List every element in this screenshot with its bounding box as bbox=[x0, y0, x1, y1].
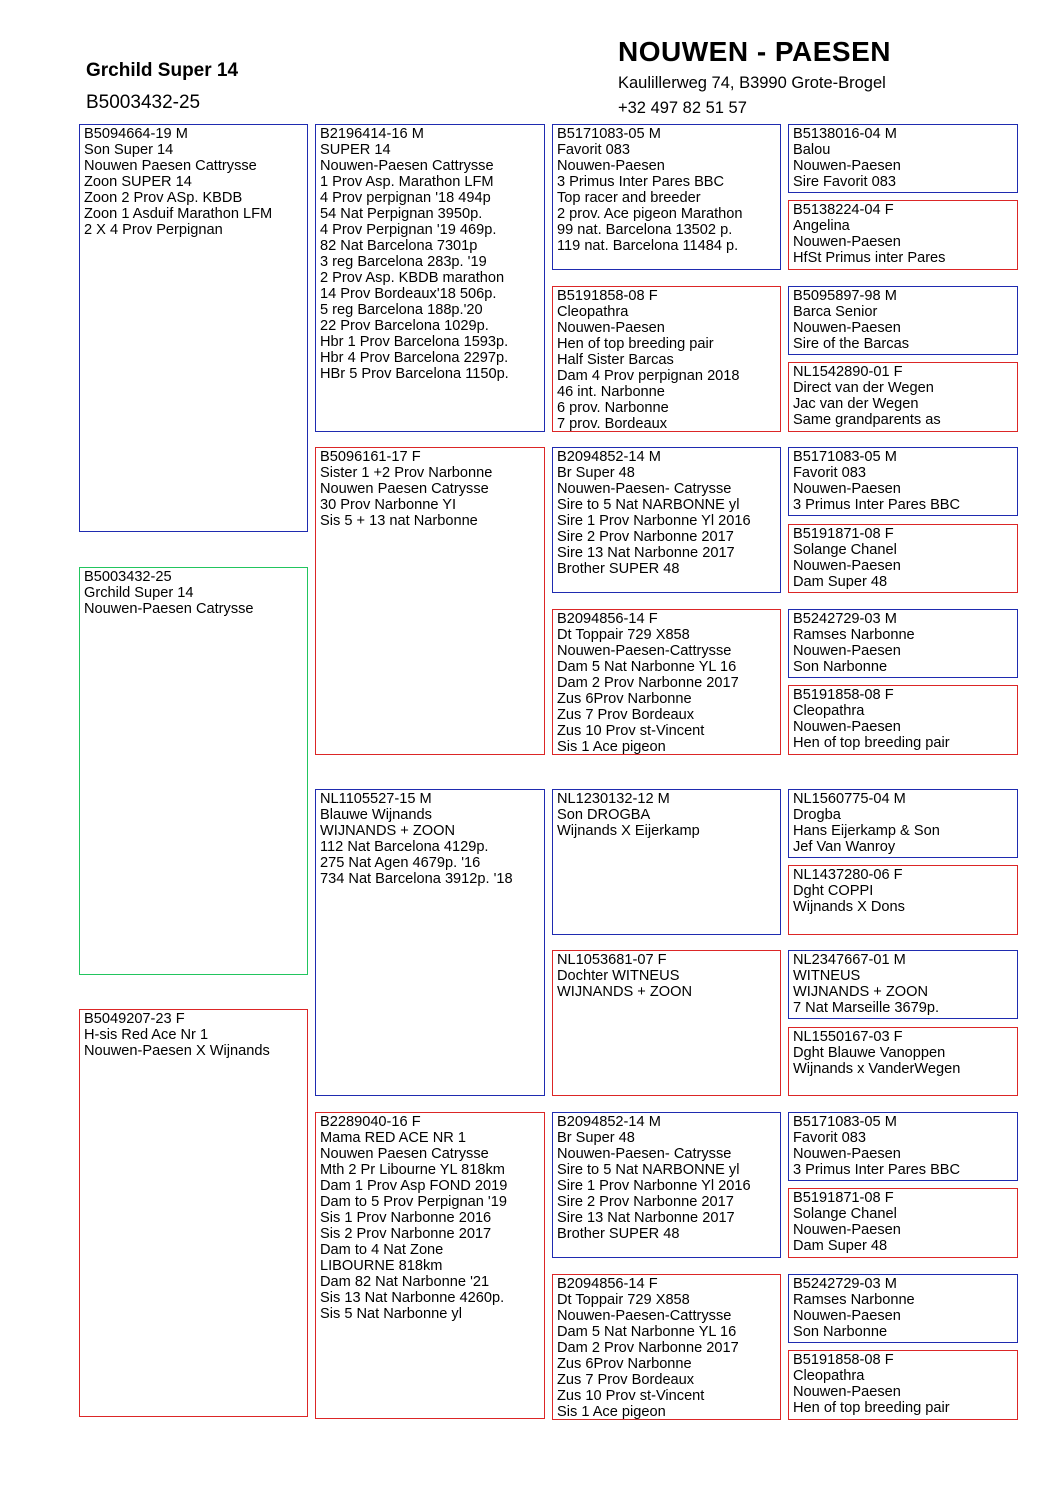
pedigree-line: 4 Prov perpignan '18 494p bbox=[320, 190, 491, 206]
pedigree-line: Nouwen-Paesen bbox=[793, 643, 901, 659]
pedigree-line: Nouwen-Paesen bbox=[557, 158, 665, 174]
pedigree-line: Sire 2 Prov Narbonne 2017 bbox=[557, 529, 734, 545]
pedigree-line: Nouwen-Paesen X Wijnands bbox=[84, 1043, 270, 1059]
pedigree-line: Dght Blauwe Vanoppen bbox=[793, 1045, 946, 1061]
pedigree-line: Nouwen-Paesen bbox=[793, 158, 901, 174]
ring-number: B5094664-19 M bbox=[84, 126, 188, 142]
pedigree-line: Zus 7 Prov Bordeaux bbox=[557, 707, 695, 723]
pedigree-line: 14 Prov Bordeaux'18 506p. bbox=[320, 286, 497, 302]
pedigree-line: 275 Nat Agen 4679p. '16 bbox=[320, 855, 481, 871]
pedigree-line: Dam 5 Nat Narbonne YL 16 bbox=[557, 659, 737, 675]
pedigree-line: Dam 82 Nat Narbonne '21 bbox=[320, 1274, 490, 1290]
pedigree-box-gen4-3 bbox=[788, 286, 1018, 355]
ring-number: B5191871-08 F bbox=[793, 526, 894, 542]
pedigree-line: Cleopathra bbox=[793, 1368, 865, 1384]
pedigree-line: Dght COPPI bbox=[793, 883, 874, 899]
pedigree-line: 2 prov. Ace pigeon Marathon bbox=[557, 206, 743, 222]
pedigree-line: Sis 1 Prov Narbonne 2016 bbox=[320, 1210, 492, 1226]
pedigree-line: Sis 2 Prov Narbonne 2017 bbox=[320, 1226, 492, 1242]
pedigree-line: Nouwen-Paesen bbox=[793, 1146, 901, 1162]
pedigree-line: 22 Prov Barcelona 1029p. bbox=[320, 318, 489, 334]
pedigree-line: Zus 10 Prov st-Vincent bbox=[557, 1388, 705, 1404]
pedigree-line: Brother SUPER 48 bbox=[557, 561, 680, 577]
pedigree-box-gen4-7 bbox=[788, 609, 1018, 678]
pedigree-line: Barca Senior bbox=[793, 304, 878, 320]
pedigree-line: Grchild Super 14 bbox=[84, 585, 194, 601]
pedigree-box-gen4-8 bbox=[788, 685, 1018, 755]
pedigree-line: Son Narbonne bbox=[793, 1324, 888, 1340]
pedigree-line: Sis 13 Nat Narbonne 4260p. bbox=[320, 1290, 505, 1306]
ring-number: B5138224-04 F bbox=[793, 202, 894, 218]
pedigree-line: Dt Toppair 729 X858 bbox=[557, 1292, 690, 1308]
pedigree-line: SUPER 14 bbox=[320, 142, 391, 158]
pedigree-line: 1 Prov Asp. Marathon LFM bbox=[320, 174, 494, 190]
ring-number: B5191858-08 F bbox=[557, 288, 658, 304]
pedigree-line: Sire 1 Prov Narbonne Yl 2016 bbox=[557, 1178, 751, 1194]
ring-number: B5095897-98 M bbox=[793, 288, 897, 304]
pedigree-line: 3 Primus Inter Pares BBC bbox=[793, 1162, 961, 1178]
pedigree-line: Dam 2 Prov Narbonne 2017 bbox=[557, 675, 739, 691]
pedigree-box-gen3-7 bbox=[552, 1112, 781, 1258]
pedigree-line: Solange Chanel bbox=[793, 1206, 897, 1222]
pedigree-box-gen4-13 bbox=[788, 1112, 1018, 1181]
pedigree-box-gen4-14 bbox=[788, 1188, 1018, 1258]
pedigree-line: 5 reg Barcelona 188p.'20 bbox=[320, 302, 483, 318]
pedigree-box-gen4-9 bbox=[788, 789, 1018, 858]
pedigree-line: Zoon 1 Asduif Marathon LFM bbox=[84, 206, 273, 222]
pedigree-line: HfSt Primus inter Pares bbox=[793, 250, 946, 266]
pedigree-line: 6 prov. Narbonne bbox=[557, 400, 669, 416]
pedigree-line: Ramses Narbonne bbox=[793, 1292, 915, 1308]
pedigree-line: Favorit 083 bbox=[793, 465, 867, 481]
ring-number: NL1550167-03 F bbox=[793, 1029, 903, 1045]
pedigree-box-dam bbox=[79, 1009, 308, 1417]
pedigree-line: Brother SUPER 48 bbox=[557, 1226, 680, 1242]
pedigree-line: Sire to 5 Nat NARBONNE yl bbox=[557, 497, 740, 513]
pigeon-name: Grchild Super 14 bbox=[86, 60, 239, 81]
ring-number: B2094856-14 F bbox=[557, 611, 658, 627]
pedigree-box-dam-sire bbox=[315, 789, 545, 1096]
ring-number: NL1105527-15 M bbox=[320, 791, 432, 807]
pedigree-line: Br Super 48 bbox=[557, 465, 635, 481]
pedigree-line: Sire 2 Prov Narbonne 2017 bbox=[557, 1194, 734, 1210]
pedigree-line: Nouwen-Paesen bbox=[793, 481, 901, 497]
pedigree-box-sire-dam bbox=[315, 447, 545, 755]
breeder-name: NOUWEN - PAESEN bbox=[618, 36, 891, 67]
pedigree-line: Nouwen Paesen Cattrysse bbox=[84, 158, 257, 174]
pedigree-line: Dam Super 48 bbox=[793, 1238, 888, 1254]
pedigree-line: Son Super 14 bbox=[84, 142, 174, 158]
ring-number: NL1542890-01 F bbox=[793, 364, 903, 380]
pedigree-line: LIBOURNE 818km bbox=[320, 1258, 443, 1274]
pedigree-line: Sire 1 Prov Narbonne Yl 2016 bbox=[557, 513, 751, 529]
ring-number: B5191871-08 F bbox=[793, 1190, 894, 1206]
ring-number: B5171083-05 M bbox=[793, 449, 897, 465]
pedigree-line: Sire 13 Nat Narbonne 2017 bbox=[557, 545, 735, 561]
pedigree-line: Hen of top breeding pair bbox=[793, 735, 950, 751]
pedigree-line: Dochter WITNEUS bbox=[557, 968, 680, 984]
ring-number: B5242729-03 M bbox=[793, 611, 897, 627]
pedigree-line: Blauwe Wijnands bbox=[320, 807, 432, 823]
pedigree-line: Nouwen-Paesen bbox=[793, 234, 901, 250]
ring-number: B5171083-05 M bbox=[557, 126, 661, 142]
ring-number: NL2347667-01 M bbox=[793, 952, 906, 968]
pedigree-line: Wijnands X Eijerkamp bbox=[557, 823, 700, 839]
pedigree-line: Balou bbox=[793, 142, 831, 158]
pedigree-box-dam-dam bbox=[315, 1112, 545, 1419]
ring-number: B2094856-14 F bbox=[557, 1276, 658, 1292]
pedigree-box-gen3-8 bbox=[552, 1274, 781, 1420]
pedigree-box-gen3-4 bbox=[552, 609, 781, 755]
pedigree-line: 3 Primus Inter Pares BBC bbox=[557, 174, 725, 190]
pedigree-line: Sire Favorit 083 bbox=[793, 174, 897, 190]
pedigree-line: Solange Chanel bbox=[793, 542, 897, 558]
ring-number: B5003432-25 bbox=[84, 569, 172, 585]
pedigree-box-sire bbox=[79, 124, 308, 532]
pedigree-line: Zus 6Prov Narbonne bbox=[557, 1356, 692, 1372]
pedigree-box-gen3-6 bbox=[552, 950, 781, 1096]
pedigree-line: 4 Prov Perpignan '19 469p. bbox=[320, 222, 497, 238]
pedigree-box-gen4-1 bbox=[788, 124, 1018, 193]
pedigree-line: Zus 7 Prov Bordeaux bbox=[557, 1372, 695, 1388]
breeder-phone: +32 497 82 51 57 bbox=[618, 99, 747, 117]
pedigree-line: WITNEUS bbox=[793, 968, 861, 984]
pedigree-line: Nouwen-Paesen bbox=[557, 320, 665, 336]
pedigree-line: Dam 4 Prov perpignan 2018 bbox=[557, 368, 740, 384]
ring-number: B5096161-17 F bbox=[320, 449, 421, 465]
pedigree-box-gen4-16 bbox=[788, 1350, 1018, 1420]
pedigree-line: Sis 1 Ace pigeon bbox=[557, 739, 666, 755]
pedigree-line: Nouwen-Paesen bbox=[793, 719, 901, 735]
breeder-address: Kaulillerweg 74, B3990 Grote-Brogel bbox=[618, 74, 886, 92]
pedigree-line: Favorit 083 bbox=[557, 142, 631, 158]
pedigree-line: Zoon SUPER 14 bbox=[84, 174, 192, 190]
pedigree-box-gen3-1 bbox=[552, 124, 781, 270]
pedigree-line: Hbr 4 Prov Barcelona 2297p. bbox=[320, 350, 509, 366]
pedigree-line: 7 prov. Bordeaux bbox=[557, 416, 668, 432]
pedigree-box-gen4-10 bbox=[788, 865, 1018, 935]
pedigree-line: 2 Prov Asp. KBDB marathon bbox=[320, 270, 505, 286]
pedigree-line: 46 int. Narbonne bbox=[557, 384, 665, 400]
pedigree-line: Son DROGBA bbox=[557, 807, 651, 823]
ring-number: B5049207-23 F bbox=[84, 1011, 185, 1027]
pedigree-line: 2 X 4 Prov Perpignan bbox=[84, 222, 223, 238]
pedigree-line: Wijnands x VanderWegen bbox=[793, 1061, 961, 1077]
pedigree-line: Sis 1 Ace pigeon bbox=[557, 1404, 666, 1420]
pedigree-box-gen4-4 bbox=[788, 362, 1018, 432]
pedigree-line: Favorit 083 bbox=[793, 1130, 867, 1146]
pigeon-ring-number: B5003432-25 bbox=[86, 92, 201, 113]
pedigree-line: Same grandparents as bbox=[793, 412, 941, 428]
pedigree-line: Dam to 4 Nat Zone bbox=[320, 1242, 444, 1258]
pedigree-line: WIJNANDS + ZOON bbox=[320, 823, 455, 839]
pedigree-line: Nouwen Paesen Catrysse bbox=[320, 1146, 489, 1162]
pedigree-line: Ramses Narbonne bbox=[793, 627, 915, 643]
pedigree-line: Nouwen-Paesen- Catrysse bbox=[557, 1146, 732, 1162]
pedigree-line: H-sis Red Ace Nr 1 bbox=[84, 1027, 209, 1043]
pedigree-line: Mth 2 Pr Libourne YL 818km bbox=[320, 1162, 505, 1178]
pedigree-line: Dam 5 Nat Narbonne YL 16 bbox=[557, 1324, 737, 1340]
pedigree-line: Zoon 2 Prov ASp. KBDB bbox=[84, 190, 243, 206]
pedigree-line: Sister 1 +2 Prov Narbonne bbox=[320, 465, 493, 481]
pedigree-line: Sire of the Barcas bbox=[793, 336, 909, 352]
ring-number: NL1560775-04 M bbox=[793, 791, 906, 807]
pedigree-box-gen3-5 bbox=[552, 789, 781, 935]
pedigree-line: Dam Super 48 bbox=[793, 574, 888, 590]
pedigree-box-sire-sire bbox=[315, 124, 545, 432]
pedigree-line: Sire 13 Nat Narbonne 2017 bbox=[557, 1210, 735, 1226]
pedigree-line: Wijnands X Dons bbox=[793, 899, 905, 915]
pedigree-box-gen4-5 bbox=[788, 447, 1018, 516]
pedigree-line: Zus 6Prov Narbonne bbox=[557, 691, 692, 707]
pedigree-line: 30 Prov Narbonne YI bbox=[320, 497, 457, 513]
pedigree-box-gen3-2 bbox=[552, 286, 781, 432]
ring-number: B5171083-05 M bbox=[793, 1114, 897, 1130]
pedigree-line: 99 nat. Barcelona 13502 p. bbox=[557, 222, 733, 238]
pedigree-line: Drogba bbox=[793, 807, 841, 823]
pedigree-line: Jef Van Wanroy bbox=[793, 839, 896, 855]
pedigree-line: Hen of top breeding pair bbox=[793, 1400, 950, 1416]
pedigree-line: Dam 2 Prov Narbonne 2017 bbox=[557, 1340, 739, 1356]
ring-number: B5242729-03 M bbox=[793, 1276, 897, 1292]
pedigree-line: Hans Eijerkamp & Son bbox=[793, 823, 940, 839]
pedigree-line: 734 Nat Barcelona 3912p. '18 bbox=[320, 871, 513, 887]
pedigree-line: Nouwen-Paesen bbox=[793, 320, 901, 336]
ring-number: B5191858-08 F bbox=[793, 687, 894, 703]
pedigree-box-gen3-3 bbox=[552, 447, 781, 593]
pedigree-line: Nouwen-Paesen-Cattrysse bbox=[557, 643, 732, 659]
pedigree-line: Nouwen-Paesen- Catrysse bbox=[557, 481, 732, 497]
pedigree-line: Jac van der Wegen bbox=[793, 396, 919, 412]
pedigree-line: HBr 5 Prov Barcelona 1150p. bbox=[320, 366, 509, 382]
pedigree-box-gen4-6 bbox=[788, 524, 1018, 593]
ring-number: B2094852-14 M bbox=[557, 1114, 661, 1130]
pedigree-line: Son Narbonne bbox=[793, 659, 888, 675]
pedigree-line: 3 Primus Inter Pares BBC bbox=[793, 497, 961, 513]
pedigree-line: 54 Nat Perpignan 3950p. bbox=[320, 206, 483, 222]
pedigree-line: Cleopathra bbox=[557, 304, 629, 320]
pedigree-line: Sis 5 + 13 nat Narbonne bbox=[320, 513, 478, 529]
pedigree-line: WIJNANDS + ZOON bbox=[557, 984, 692, 1000]
pedigree-line: Nouwen-Paesen Cattrysse bbox=[320, 158, 494, 174]
pedigree-line: Dt Toppair 729 X858 bbox=[557, 627, 690, 643]
pedigree-box-gen4-2 bbox=[788, 200, 1018, 270]
pedigree-line: Top racer and breeder bbox=[557, 190, 701, 206]
pedigree-line: Nouwen-Paesen bbox=[793, 1384, 901, 1400]
pedigree-line: Direct van der Wegen bbox=[793, 380, 934, 396]
ring-number: B5191858-08 F bbox=[793, 1352, 894, 1368]
pedigree-line: Half Sister Barcas bbox=[557, 352, 674, 368]
pedigree-box-gen4-12 bbox=[788, 1027, 1018, 1096]
pedigree-line: Sire to 5 Nat NARBONNE yl bbox=[557, 1162, 740, 1178]
pedigree-line: Nouwen-Paesen bbox=[793, 1222, 901, 1238]
pedigree-line: Cleopathra bbox=[793, 703, 865, 719]
pedigree-line: Br Super 48 bbox=[557, 1130, 635, 1146]
pedigree-line: Hbr 1 Prov Barcelona 1593p. bbox=[320, 334, 509, 350]
pedigree-line: Dam to 5 Prov Perpignan '19 bbox=[320, 1194, 507, 1210]
pedigree-line: Nouwen-Paesen bbox=[793, 558, 901, 574]
pedigree-line: WIJNANDS + ZOON bbox=[793, 984, 928, 1000]
pedigree-line: 7 Nat Marseille 3679p. bbox=[793, 1000, 940, 1016]
pedigree-line: Mama RED ACE NR 1 bbox=[320, 1130, 466, 1146]
pedigree-line: Hen of top breeding pair bbox=[557, 336, 714, 352]
ring-number: B2289040-16 F bbox=[320, 1114, 421, 1130]
pedigree-line: Zus 10 Prov st-Vincent bbox=[557, 723, 705, 739]
pedigree-line: 112 Nat Barcelona 4129p. bbox=[320, 839, 489, 855]
ring-number: NL1230132-12 M bbox=[557, 791, 670, 807]
pedigree-line: 119 nat. Barcelona 11484 p. bbox=[557, 238, 739, 254]
pedigree-box-subject bbox=[79, 567, 308, 975]
pedigree-box-gen4-15 bbox=[788, 1274, 1018, 1343]
ring-number: B2196414-16 M bbox=[320, 126, 424, 142]
ring-number: B2094852-14 M bbox=[557, 449, 661, 465]
pedigree-box-gen4-11 bbox=[788, 950, 1018, 1019]
ring-number: B5138016-04 M bbox=[793, 126, 897, 142]
pedigree-line: 82 Nat Barcelona 7301p bbox=[320, 238, 478, 254]
pedigree-line: 3 reg Barcelona 283p. '19 bbox=[320, 254, 487, 270]
pedigree-line: Nouwen-Paesen bbox=[793, 1308, 901, 1324]
ring-number: NL1053681-07 F bbox=[557, 952, 667, 968]
pedigree-line: Sis 5 Nat Narbonne yl bbox=[320, 1306, 462, 1322]
pedigree-line: Angelina bbox=[793, 218, 850, 234]
pedigree-line: Nouwen-Paesen Catrysse bbox=[84, 601, 254, 617]
pedigree-line: Dam 1 Prov Asp FOND 2019 bbox=[320, 1178, 508, 1194]
pedigree-line: Nouwen-Paesen-Cattrysse bbox=[557, 1308, 732, 1324]
pedigree-line: Nouwen Paesen Catrysse bbox=[320, 481, 489, 497]
ring-number: NL1437280-06 F bbox=[793, 867, 903, 883]
